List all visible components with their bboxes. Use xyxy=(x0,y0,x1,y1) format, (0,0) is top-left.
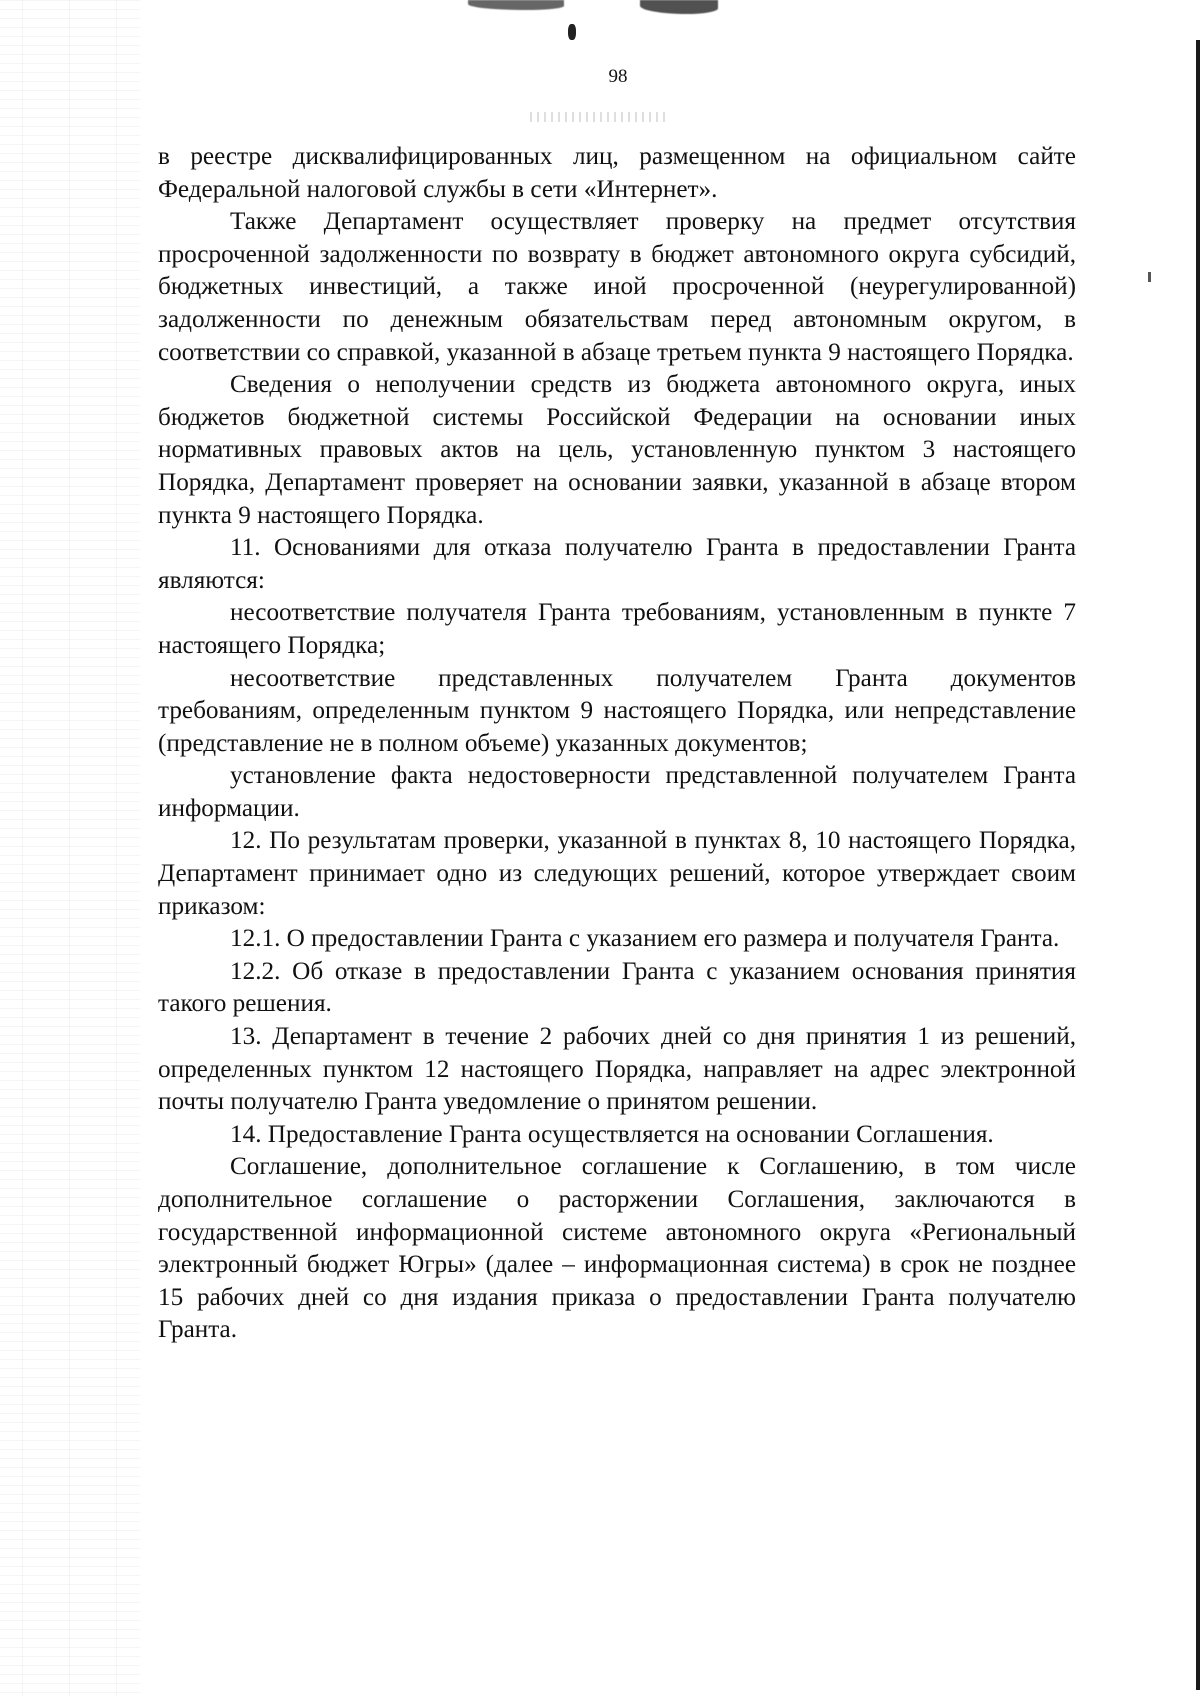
clause-11-item-2: несоответствие представленных получателем Гранта документов требованиям, определенным пунктом 9 настоящего Порядка, или непредставление (представление не в полном объеме) указанных документов; xyxy=(158,664,1076,757)
scan-mark xyxy=(568,24,576,40)
clause-11-item-3: установление факта недостоверности представленной получателем Гранта информации. xyxy=(158,762,1076,822)
scan-smudge xyxy=(640,0,718,14)
scan-right-edge xyxy=(1196,40,1200,1690)
scan-smudge xyxy=(468,0,564,10)
scan-mark xyxy=(1148,272,1151,282)
document-body xyxy=(158,141,1076,1347)
paragraph-continuation: в реестре дисквалифицированных лиц, размещенном на официальном сайте Федеральной налоговой службы в сети «Интернет». xyxy=(158,143,1076,203)
clause-11: 11. Основаниями для отказа получателю Гранта в предоставлении Гранта являются: xyxy=(158,534,1076,594)
clause-11-item-1: несоответствие получателя Гранта требованиям, установленным в пункте 7 настоящего Порядка; xyxy=(158,599,1076,659)
paragraph-funding-check: Сведения о неполучении средств из бюджета автономного округа, иных бюджетов бюджетной системы Российской Федерации на основании иных нормативных правовых актов на цель, установленную пунктом 3 настоящего Порядка, Департамент проверяет на основании заявки, указанной в абзаце втором пункта 9 настоящего Порядка. xyxy=(158,371,1076,529)
paragraph-debt-check: Также Департамент осуществляет проверку на предмет отсутствия просроченной задолженности по возврату в бюджет автономного округа субсидий, бюджетных инвестиций, а также иной просроченной (неурегулированной) задолженности по денежным обязательствам перед автономным округом, в соответствии со справкой, указанной в абзаце третьем пункта 9 настоящего Порядка. xyxy=(158,208,1076,366)
scan-noise xyxy=(530,112,670,122)
clause-12-2: 12.2. Об отказе в предоставлении Гранта с указанием основания принятия такого решения. xyxy=(158,957,1076,1018)
page-number: 98 xyxy=(608,66,628,87)
scan-binder-edge xyxy=(0,0,140,1696)
paragraph-agreement: Соглашение, дополнительное соглашение к Соглашению, в том числе дополнительное соглашение о расторжении Соглашения, заключаются в государственной информационной системе автономного округа «Региональный электронный бюджет Югры» (далее – информационная система) в срок не позднее 15 рабочих дней со дня издания приказа о предоставлении Гранта получателю Гранта. xyxy=(158,1153,1076,1344)
clause-13: 13. Департамент в течение 2 рабочих дней со дня принятия 1 из решений, определенных пунктом 12 настоящего Порядка, направляет на адрес электронной почты получателю Гранта уведомление о принятом решении. xyxy=(158,1023,1076,1116)
clause-12: 12. По результатам проверки, указанной в пунктах 8, 10 настоящего Порядка, Департамент принимает одно из следующих решений, которое утверждает своим приказом: xyxy=(158,827,1076,920)
clause-14: 14. Предоставление Гранта осуществляется на основании Соглашения. xyxy=(230,1120,994,1148)
clause-12-1: 12.1. О предоставлении Гранта с указанием его размера и получателя Гранта. xyxy=(230,925,1060,953)
